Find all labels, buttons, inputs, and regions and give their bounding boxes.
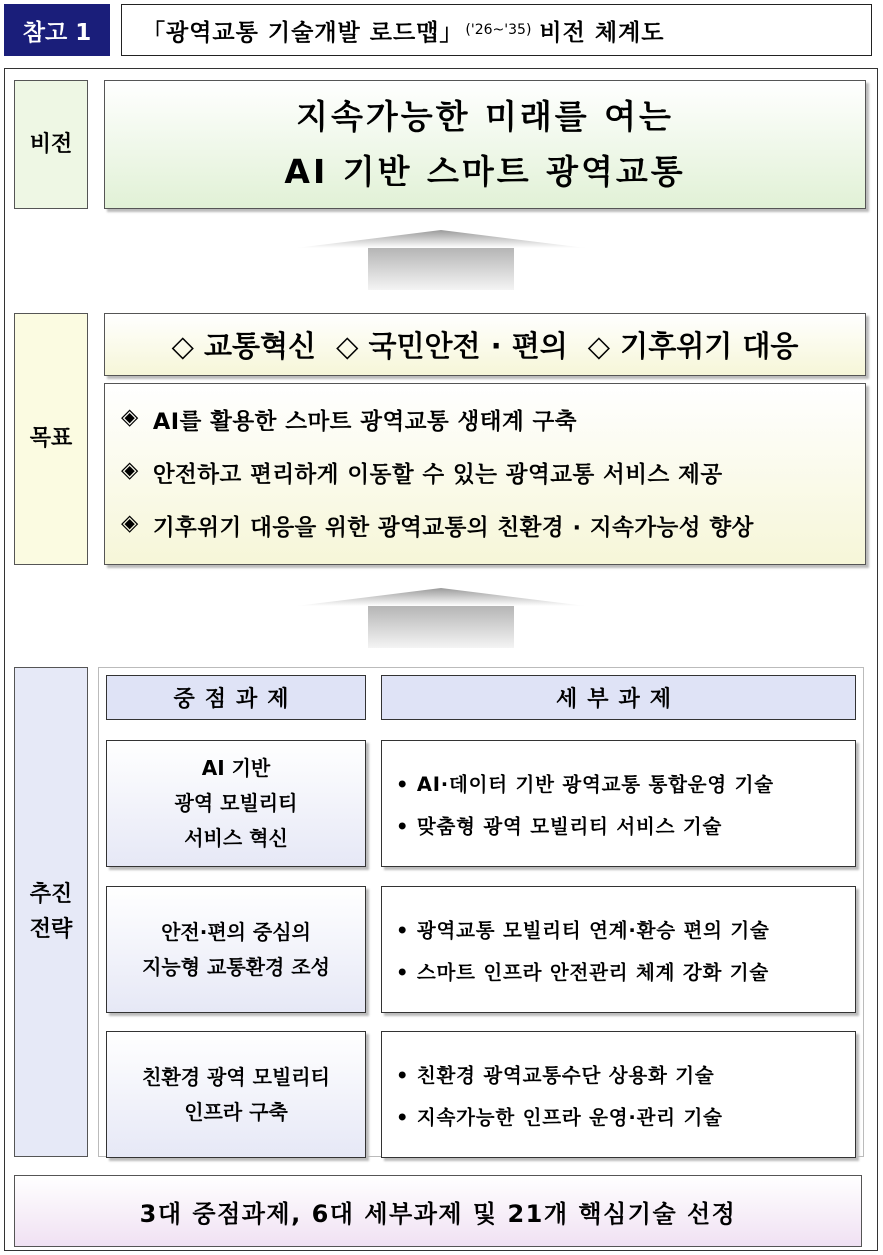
goal-item-text: 안전하고 편리하게 이동할 수 있는 광역교통 서비스 제공 [152, 462, 723, 488]
detail-task-item: • 맞춤형 광역 모빌리티 서비스 기술 [396, 814, 723, 838]
goal-headline [104, 313, 866, 376]
vision-label: 비전 [14, 80, 88, 209]
detail-task-item: • 친환경 광역교통수단 상용화 기술 [396, 1063, 715, 1087]
goal-item [121, 457, 865, 510]
strategy-label [14, 667, 88, 1157]
core-task-line: 서비스 혁신 [184, 826, 288, 850]
core-task-header: 중점과제 [106, 675, 366, 720]
title-tail: 비전 체계도 [539, 19, 665, 46]
core-task [106, 740, 366, 867]
diamond-bullet-icon: ◈ [121, 457, 139, 483]
core-task-line: 광역 모빌리티 [174, 791, 298, 815]
goal-label: 목표 [14, 313, 88, 565]
up-arrow-icon [296, 588, 586, 648]
vision-line-2: AI 기반 스마트 광역교통 [284, 151, 686, 191]
goal-item [121, 404, 865, 457]
page-title [121, 4, 872, 56]
detail-task-item: • AI·데이터 기반 광역교통 통합운영 기술 [396, 772, 774, 796]
detail-task-header: 세부과제 [381, 675, 856, 720]
core-task-line: 안전·편의 중심의 [161, 919, 311, 944]
up-arrow-icon [296, 230, 586, 290]
goal-headline-2: ◇ 국민안전 · 편의 [336, 329, 568, 363]
core-task-line: AI 기반 [201, 756, 271, 780]
detail-task [381, 886, 856, 1013]
detail-task-item: • 광역교통 모빌리티 연계·환승 편의 기술 [396, 918, 770, 942]
goal-item [121, 510, 865, 563]
detail-task [381, 1031, 856, 1158]
goal-list [104, 383, 866, 565]
core-task-line: 친환경 광역 모빌리티 [142, 1064, 330, 1089]
strategy-label-line-2: 전략 [29, 917, 73, 942]
goal-item-text: 기후위기 대응을 위한 광역교통의 친환경 · 지속가능성 향상 [152, 515, 754, 541]
core-task-line: 인프라 구축 [184, 1099, 288, 1124]
diamond-bullet-icon: ◈ [121, 404, 139, 430]
core-task [106, 886, 366, 1013]
goal-headline-1: ◇ 교통혁신 [171, 329, 317, 363]
diamond-bullet-icon: ◈ [121, 510, 139, 536]
title-main: 「광역교통 기술개발 로드맵」 [142, 19, 464, 46]
vision-box [104, 80, 866, 209]
strategy-label-line-1: 추진 [29, 881, 73, 907]
title-period: ('26~'35) [465, 22, 532, 38]
core-task-line: 지능형 교통환경 조성 [142, 954, 330, 979]
core-task [106, 1031, 366, 1158]
vision-line-1: 지속가능한 미래를 여는 [296, 97, 674, 137]
goal-item-text: AI를 활용한 스마트 광역교통 생태계 구축 [152, 409, 578, 435]
summary-box: 3대 중점과제, 6대 세부과제 및 21개 핵심기술 선정 [14, 1175, 862, 1247]
detail-task-item: • 스마트 인프라 안전관리 체계 강화 기술 [396, 960, 769, 984]
detail-task [381, 740, 856, 867]
reference-label: 참고 1 [4, 4, 110, 56]
detail-task-item: • 지속가능한 인프라 운영·관리 기술 [396, 1105, 723, 1129]
goal-headline-3: ◇ 기후위기 대응 [587, 329, 799, 363]
